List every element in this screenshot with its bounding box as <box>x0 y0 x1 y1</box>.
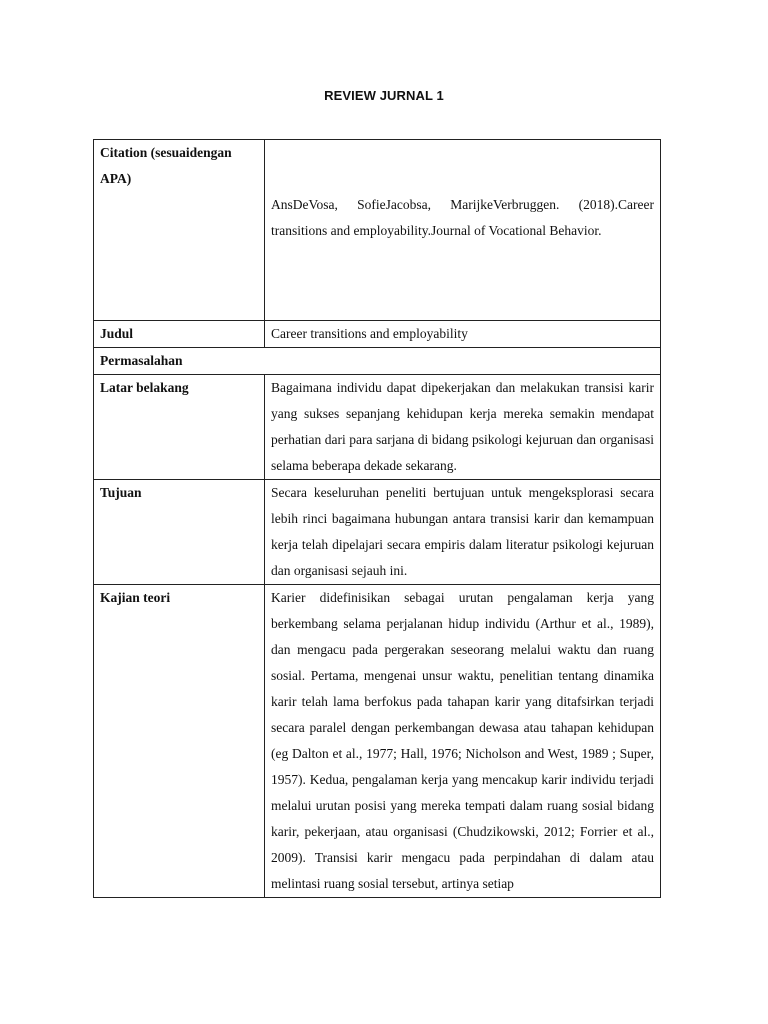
table-row-tujuan <box>94 480 661 585</box>
row-label-judul: Judul <box>94 321 265 348</box>
review-table <box>93 139 661 898</box>
row-value-latar-belakang: Bagaimana individu dapat dipekerjakan dan melakukan transisi karir yang sukses sepanjang kehidupan kerja mereka semakin mendapat perhatian dari para sarjana di bidang psikologi kejuruan dan organisasi selama beberapa dekade sekarang. <box>265 375 661 480</box>
table-row-kajian-teori <box>94 585 661 898</box>
page-title: REVIEW JURNAL 1 <box>324 88 444 103</box>
table-row-judul <box>94 321 661 348</box>
table-row-permasalahan <box>94 348 661 375</box>
row-value-tujuan: Secara keseluruhan peneliti bertujuan untuk mengeksplorasi secara lebih rinci bagaimana hubungan antara transisi karir dan kemampuan kerja telah dipelajari secara empiris dalam literatur psikologi kejuruan dan organisasi sejauh ini. <box>265 480 661 585</box>
table-row-citation <box>94 140 661 321</box>
row-label-citation: Citation (sesuaidengan APA) <box>94 140 265 321</box>
row-value-judul: Career transitions and employability <box>265 321 661 348</box>
row-label-kajian-teori: Kajian teori <box>94 585 265 898</box>
section-heading-permasalahan: Permasalahan <box>94 348 661 375</box>
citation-text: AnsDeVosa, SofieJacobsa, MarijkeVerbruggen. (2018).Career transitions and employability.Journal of Vocational Behavior. <box>271 197 654 238</box>
row-value-citation <box>265 140 661 321</box>
row-label-latar-belakang: Latar belakang <box>94 375 265 480</box>
row-label-tujuan: Tujuan <box>94 480 265 585</box>
table-row-latar-belakang <box>94 375 661 480</box>
row-value-kajian-teori: Karier didefinisikan sebagai urutan pengalaman kerja yang berkembang selama perjalanan hidup individu (Arthur et al., 1989), dan mengacu pada pergerakan seseorang melalui waktu dan ruang sosial. Pertama, mengenai unsur waktu, penelitian tentang dinamika karir telah lama berfokus pada tahapan karir yang ditafsirkan terjadi secara paralel dengan perkembangan dewasa atau tahapan kehidupan (eg Dalton et al., 1977; Hall, 1976; Nicholson and West, 1989 ; Super, 1957). Kedua, pengalaman kerja yang mencakup karir individu terjadi melalui urutan posisi yang mereka tempati dalam ruang sosial bidang karir, pekerjaan, atau organisasi (Chudzikowski, 2012; Forrier et al., 2009). Transisi karir mengacu pada perpindahan di dalam atau melintasi ruang sosial tersebut, artinya setiap <box>265 585 661 898</box>
